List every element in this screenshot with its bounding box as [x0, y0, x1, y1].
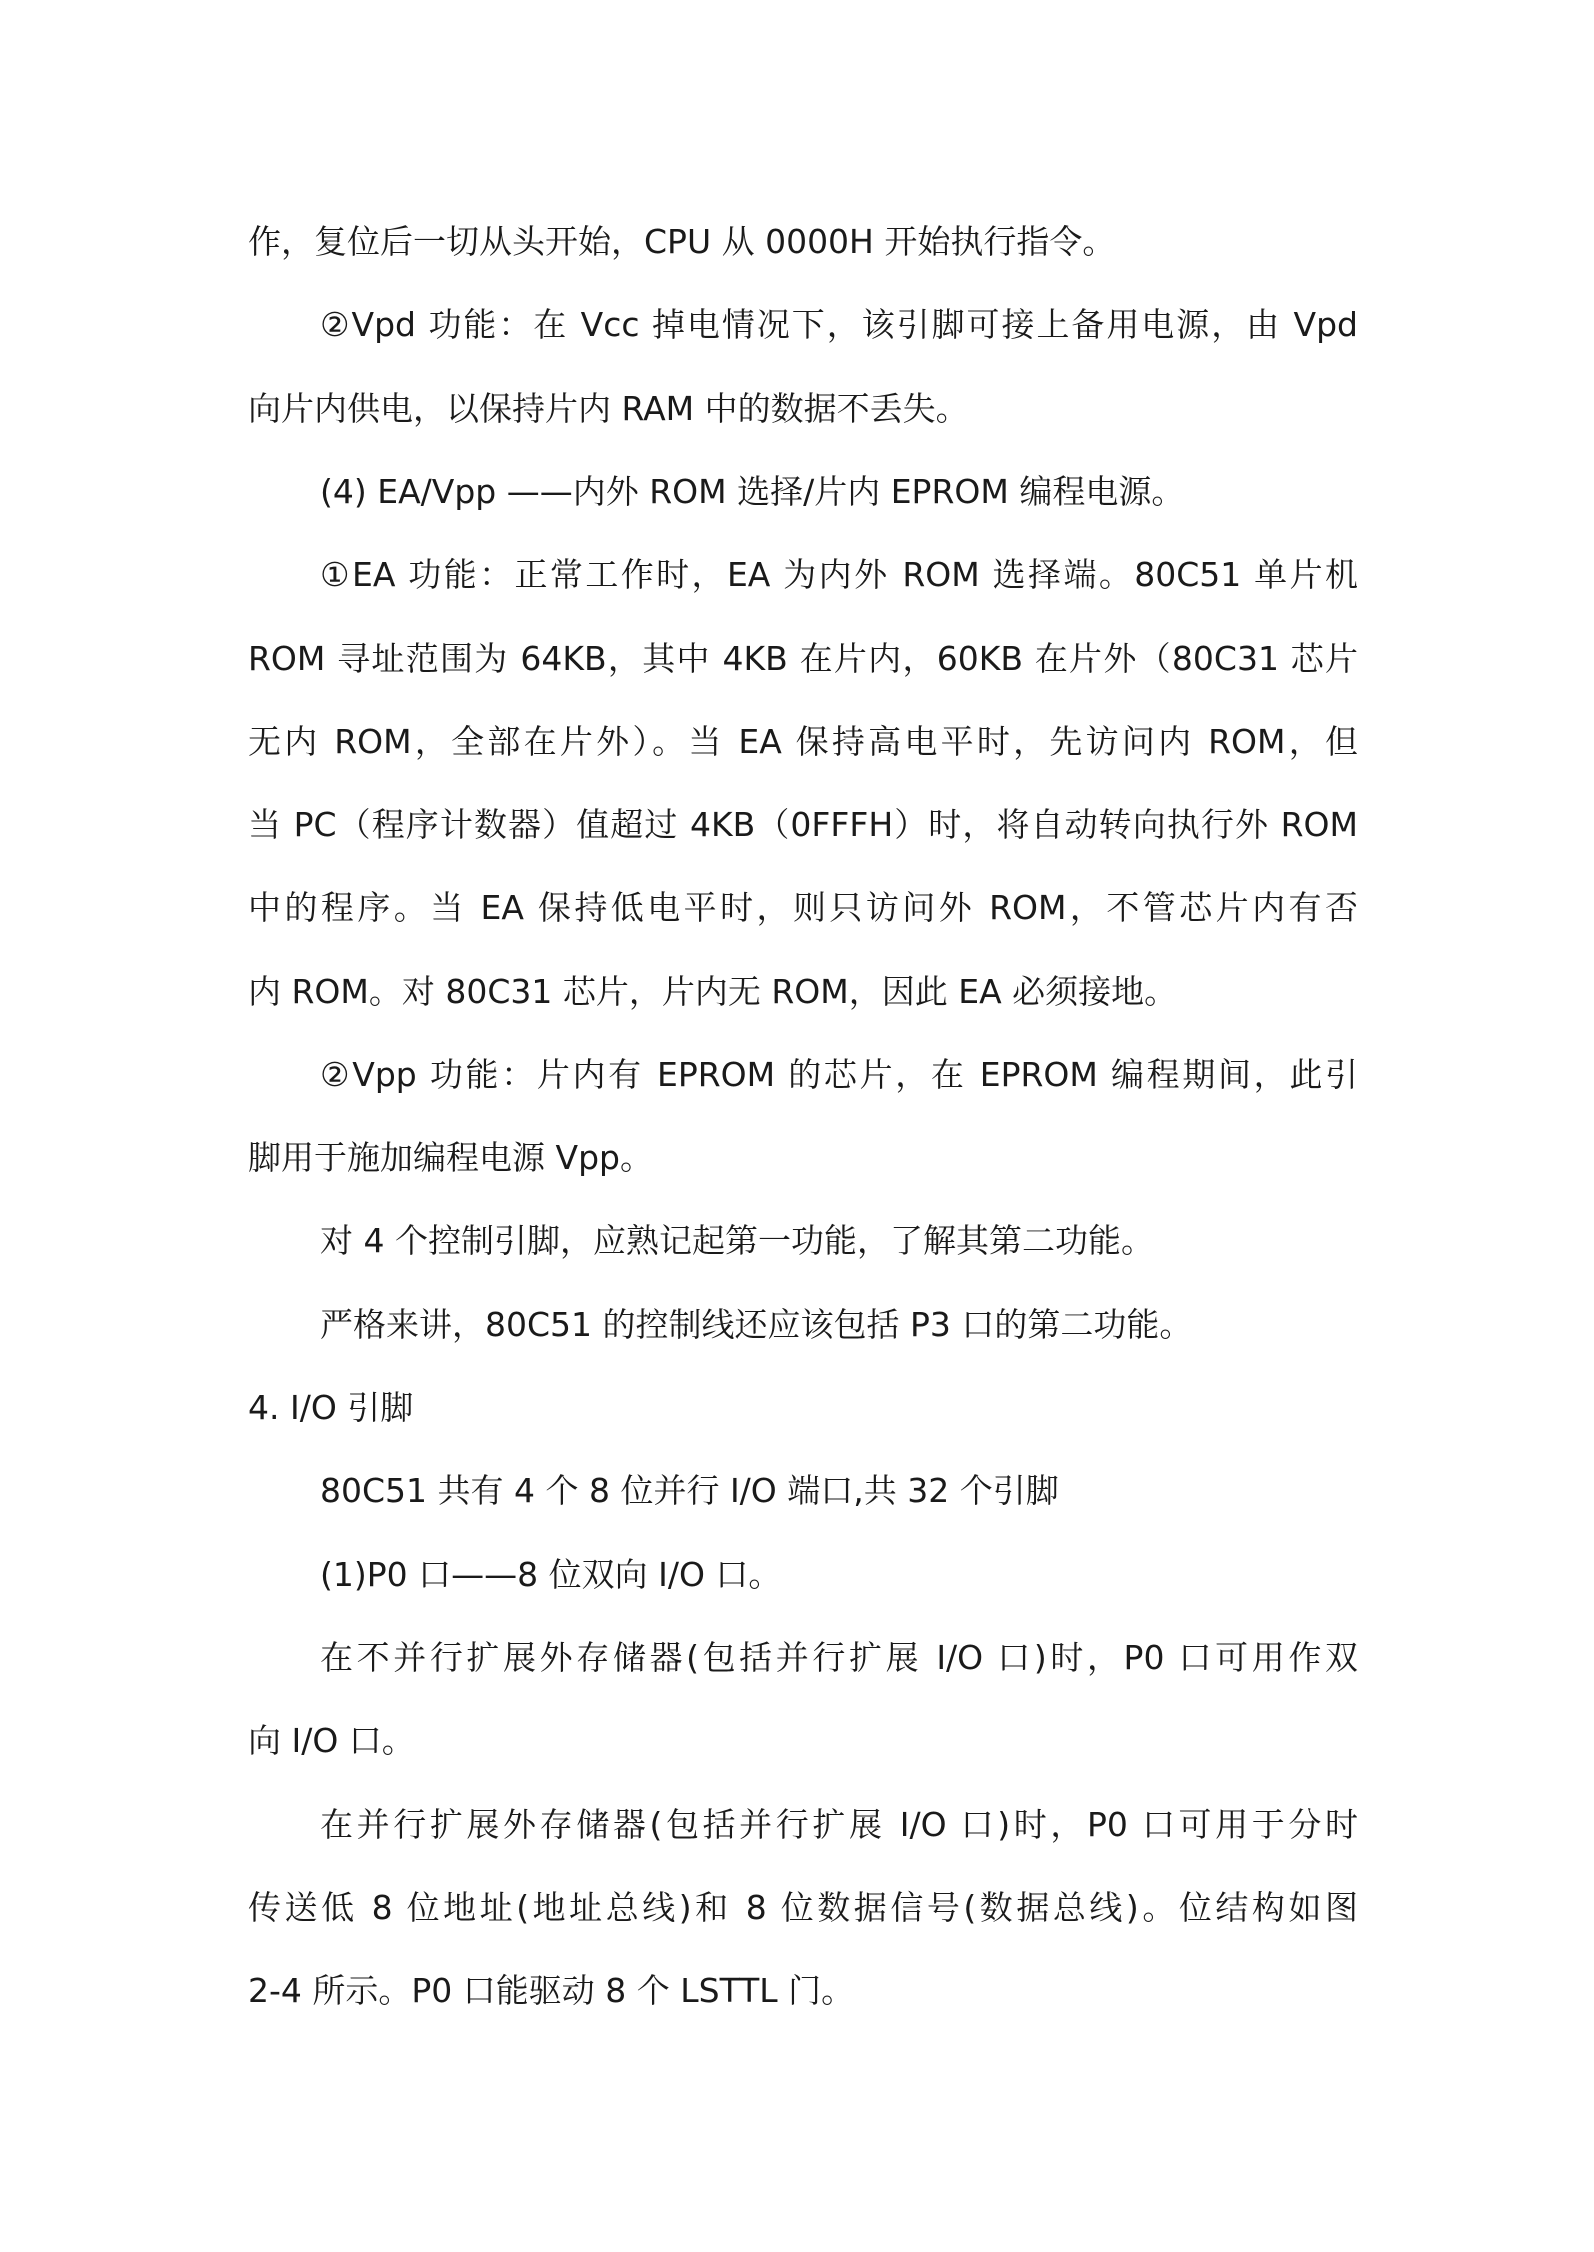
text-line: 当 PC（程序计数器）值超过 4KB（0FFFH）时，将自动转向执行外 ROM [248, 805, 1358, 844]
text-line: 2-4 所示。P0 口能驱动 8 个 LSTTL 门。 [248, 1971, 855, 2010]
text-line: (4) EA/Vpp ——内外 ROM 选择/片内 EPROM 编程电源。 [320, 472, 1185, 511]
text-line: ②Vpd 功能：在 Vcc 掉电情况下，该引脚可接上备用电源，由 Vpd [320, 305, 1358, 344]
text-line: 80C51 共有 4 个 8 位并行 I/O 端口,共 32 个引脚 [320, 1471, 1059, 1510]
text-line: 中的程序。当 EA 保持低电平时，则只访问外 ROM，不管芯片内有否 [248, 888, 1358, 927]
text-line: 在不并行扩展外存储器(包括并行扩展 I/O 口)时，P0 口可用作双 [320, 1638, 1358, 1677]
text-line: 无内 ROM，全部在片外）。当 EA 保持高电平时，先访问内 ROM，但 [248, 722, 1358, 761]
text-line: 严格来讲，80C51 的控制线还应该包括 P3 口的第二功能。 [320, 1305, 1193, 1344]
text-line: 脚用于施加编程电源 Vpp。 [248, 1138, 653, 1177]
text-line: ROM 寻址范围为 64KB，其中 4KB 在片内，60KB 在片外（80C31 芯片 [248, 639, 1358, 678]
text-line: 向 I/O 口。 [248, 1721, 415, 1760]
text-line: 对 4 个控制引脚，应熟记起第一功能，了解其第二功能。 [320, 1221, 1154, 1260]
text-line: ①EA 功能：正常工作时，EA 为内外 ROM 选择端。80C51 单片机 [320, 555, 1358, 594]
text-line: 作，复位后一切从头开始，CPU 从 0000H 开始执行指令。 [248, 222, 1116, 261]
text-line: ②Vpp 功能：片内有 EPROM 的芯片，在 EPROM 编程期间，此引 [320, 1055, 1358, 1094]
text-line: (1)P0 口——8 位双向 I/O 口。 [320, 1555, 782, 1594]
text-line: 在并行扩展外存储器(包括并行扩展 I/O 口)时，P0 口可用于分时 [320, 1805, 1358, 1844]
text-line: 内 ROM。对 80C31 芯片，片内无 ROM，因此 EA 必须接地。 [248, 972, 1178, 1011]
text-line: 传送低 8 位地址(地址总线)和 8 位数据信号(数据总线)。位结构如图 [248, 1888, 1358, 1927]
section-heading: 4. I/O 引脚 [248, 1388, 414, 1427]
text-line: 向片内供电，以保持片内 RAM 中的数据不丢失。 [248, 389, 969, 428]
